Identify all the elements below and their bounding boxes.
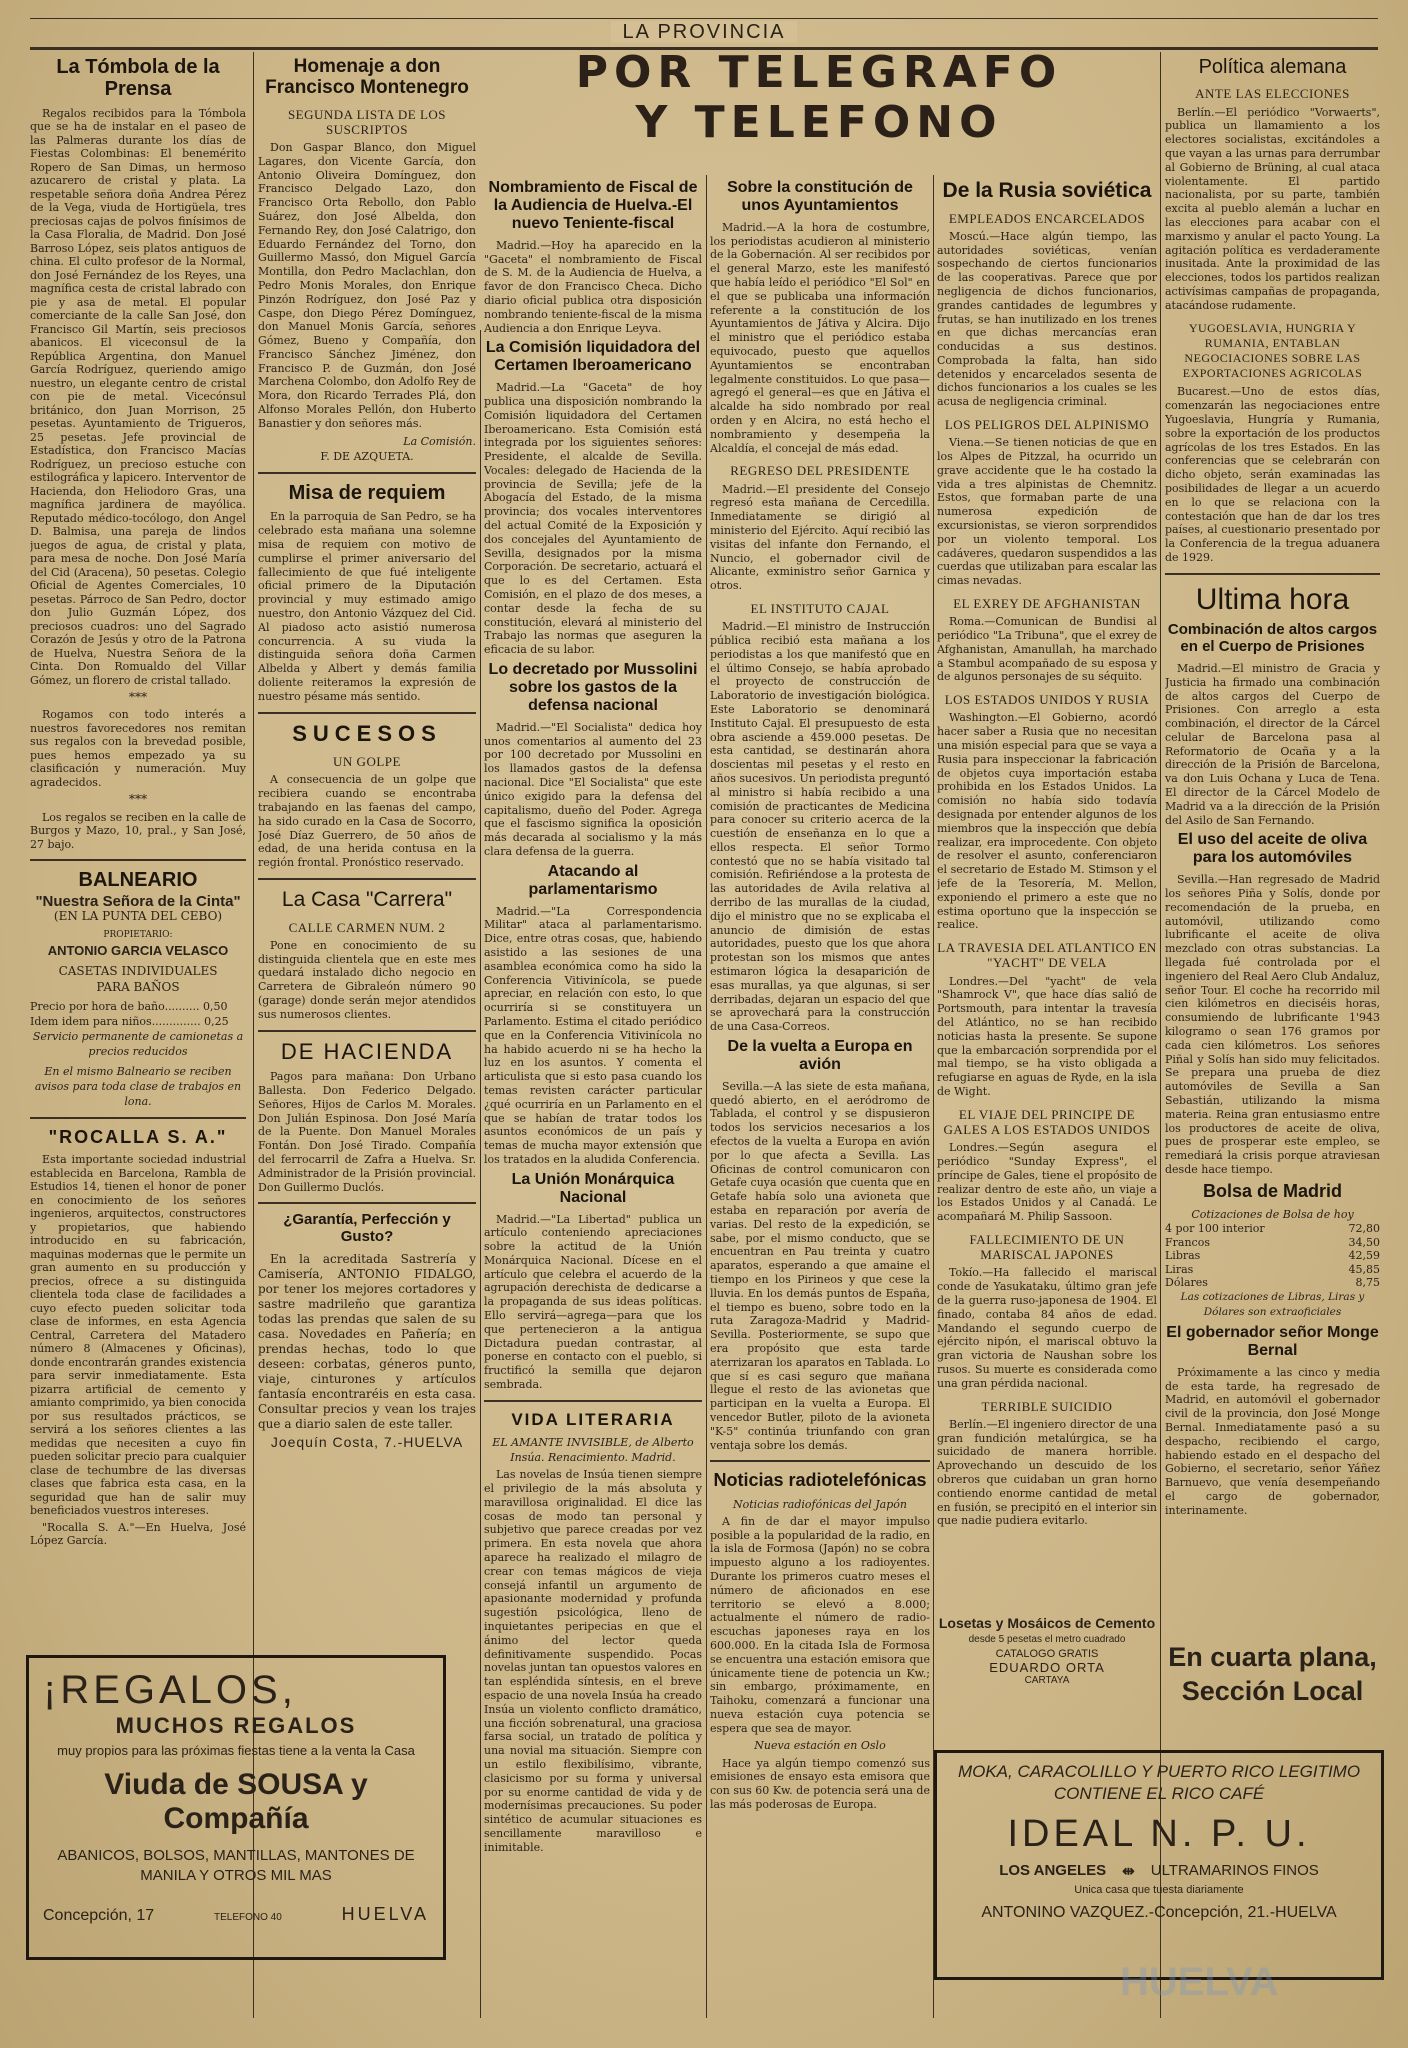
cafe-dealer: LOS ANGELES	[999, 1862, 1107, 1879]
banner-title	[478, 48, 1160, 148]
rusia-title: De la Rusia soviética	[942, 179, 1152, 202]
mussolini-title: Lo decretado por Mussolini sobre los gastos de la defensa nacional	[488, 661, 698, 714]
eeuu-sub: LOS ESTADOS UNIDOS Y RUSIA	[944, 692, 1150, 708]
politica-title: Política alemana	[1198, 56, 1347, 78]
garantia-text: En la acreditada Sastrería y Camisería, ANTONIO FIDALGO, por tener los mejores cortadores y sastre madrileño que garantiza todas las prendas que salen de su casa. Novedades en Pañería; en prendas hechas, todo lo que deseen: corbatas, géneros punto, viaje, cinturones y artículos fantasía encontraréis en esta casa. Consultar precios y vean los trajes que a diario salen de este taller.	[258, 1251, 476, 1431]
divider	[258, 1202, 476, 1204]
aceite-title: El uso del aceite de oliva para los automóviles	[1177, 831, 1368, 867]
afganistan-sub: EL EXREY DE AFGHANISTAN	[953, 596, 1141, 612]
ayunt-text: Madrid.—A la hora de costumbre, los periodistas acudieron al ministerio de la Gobernación. Al ser recibidos por el general Marzo, este les manifestó que había leído el periódico "El Sol" en el que se publicaba una información referente a la constitución de los Ayuntamientos de Játiva y Alcira. Dijo el ministro que el periódico estaba equivocado, puesto que aquellos Ayuntamientos se encontraban legalmente constituidos. Lo que pasa—agregó el general—es que en Játiva el alcalde ha sido nombrado por real orden y en Alcira, no está hecho el nombramiento y desempeña la Alcaldía, el concejal de más edad.	[710, 220, 930, 455]
bolsa-row	[1165, 1263, 1380, 1277]
column-4	[710, 175, 930, 2028]
divider	[258, 1030, 476, 1032]
homenaje-text: Don Gaspar Blanco, don Miguel Lagares, don Vicente García, don Antonio Oliveira Domínguez, don Francisco Delgado Lazo, don Francisco Orta Rebollo, don Pablo Suárez, don José Albelda, don Fernando Rey, don José Calatrigo, don Eduardo Fernández del Torno, don Guillermo Massó, don Miguel García Montilla, don Pedro Maclachlan, don Pedro Monis Morales, don Enrique Pinzón Rodríguez, don José Paz y Caspe, don Diego Pérez Domínguez, don Manuel Monis García, señores Gómez, Bueno y Compañía, don Francisco Sánchez Jiménez, don Francisco P. de Guzmán, don José Marchena Colombo, don Adolfo Rey de Mora, don Ricardo Terrades Plá, don Alfonso Morales Pellón, don Huberto Banastier y don señores más.	[258, 140, 476, 430]
losetas-cat: CATALOGO GRATIS	[995, 1648, 1099, 1660]
vida-text: Las novelas de Insúa tienen siempre el privilegio de la más absoluta y maravillosa originalidad. El dice las cosas de modo tan personal y subjetivo que parece creadas por vez primera. En esta novela que ahora aparece ha realizado el milagro de crear con temas mágicos de vieja consejá infantil un argumento de apasionante modernidad y profunda sugestión psicológica, lleno de inquietantes peripecias en que el ánimo del lector queda definitivamente suspendido. Pocas novelas juntan tan opuestos valores en tan espléndida síntesis, en el breve espacio de una novela Insúa ha creado Insúa un violento conflicto dramático, una ficción sobrenatural, una graciosa farsa social, un tratado de política y una novial ma situación. Siempre con un estilo flexibilísimo, vibrante, clasicismo por su forma y universal por su enorme cantidad de vida y de modernísimas precauciones. Su poder sintético de acumular situaciones es sencillamente maravilloso e inimitable.	[484, 1468, 702, 1854]
suicidio-text: Berlín.—El ingeniero director de una gran fundición metalúrgica, se ha suicidado de manera horrible. Aprovechando un descuido de los obreros que cuidaban un gran horno contiendo enorme cantidad de metal en fusión, se precipitó en el interior sin que nadie pudiera evitarlo.	[937, 1417, 1157, 1528]
politica-sub: ANTE LAS ELECCIONES	[1195, 86, 1350, 102]
garantia-title: ¿Garantía, Perfección y Gusto?	[283, 1211, 451, 1246]
mariscal-sub: FALLECIMIENTO DE UN MARISCAL JAPONES	[969, 1231, 1125, 1263]
eeuu-text: Washington.—El Gobierno, acordó hacer saber a Rusia que no necesitan una misión especial para que se vaya a Rusia para inspeccionar la fabricación de objetos cuya importación estaba prohibida en los Estados Unidos. La comisión no había sido todavía designada por entender algunos de los miembros que la inspección que debía realizar, era improcedente. Con objeto de resolver el asunto, conferenciaron el secretario de Estado M. Stimson y el jefe de la Tesorería, M. Mellon, exponiendo el primero a este que no estima oportuno que la inspección se realice.	[937, 711, 1157, 932]
sucesos-text: A consecuencia de un golpe que recibiera cuando se encontraba trabajando en las faenas del campo, ha sido curado en la Casa de Socorro, José Díaz Guerrero, de 50 años de edad, de una herida contusa en la región frontal. Pronóstico reservado.	[258, 773, 476, 870]
regalos-items: ABANICOS, BOLSOS, MANTILLAS, MANTONES DE MANILA Y OTROS MIL MAS	[57, 1847, 415, 1884]
tombola-stars-2: ***	[128, 792, 148, 807]
radio-text: A fin de dar el mayor impulso posible a la popularidad de la radio, en la isla de Formosa (Japón) no se cobra impuesto alguno a los radioyentes. Durante los primeros cuatro meses el número de aficionados en ese territorio se elevó a 8.000; actualmente el número de radio-escuchas japoneses raya en los 600.000. En la citada Isla de Formosa se encuentra una estación emisora que únicamente tiene de potencia un Kw.; sin embargo, próximamente, en Taihoku, comenzará a funcionar una nueva estación cuya potencia se espera que sea de mayor.	[710, 1514, 930, 1735]
losetas-sub: desde 5 pesetas el metro cuadrado	[968, 1634, 1126, 1645]
bolsa-row-name: 4 por 100 interior	[1165, 1222, 1265, 1236]
banner-line-2: Y TELEFONO	[635, 97, 1003, 148]
yate-text: Londres.—Del "yacht" de vela "Shamrock V", que hace días salió de Portsmouth, para intentar la travesía del Atlántico, no se han recibido noticias hasta la presente. Se supone que la embarcación sorprendida por el mal tiempo, se ha visto obligada a refugiarse en aguas de Ryde, en la isla de Wight.	[937, 974, 1157, 1098]
cajal-text: Madrid.—El ministro de Instrucción pública recibió esta mañana a los periodistas a los que manifestó que en el último Consejo, se había aprobado el proyecto de construcción de Laboratorio de investigación biológica. Este Laboratorio se denominará Instituto Cajal. El presupuesto de esta obra asciende a 459.000 pesetas. De esta cantidad, se destinarán ahora doscientas mil pesetas y el resto en años sucesivos. Un periodista preguntó al ministro si había recibido a una comisión de practicantes de Medicina para conocer su criterio acerca de la cuestión de enseñanza en lo que a ellos respecta. El señor Tormo contestó que no se había visitado tal comisión. Refiriéndose a la protesta de las autoridades de Avila relativa al derribo de las murallas de la ciudad, dijo el ministro que no se explicaba el anuncio de dimisión de estas autoridades, puesto que los que ahora protestan son los mismos que antes estimaron lógica la desaparición de esas murallas, ya que algunas, si ser derribadas, dejaran un espacio del que se aprovechará para la construcción de una Casa-Correos.	[710, 620, 930, 1034]
vida-sub: EL AMANTE INVISIBLE, de Alberto Insúa. Renacimiento. Madrid.	[492, 1435, 694, 1465]
union-title: La Unión Monárquica Nacional	[511, 1170, 675, 1206]
misa-title: Misa de requiem	[288, 482, 446, 505]
ultima-title: Ultima hora	[1195, 582, 1350, 616]
comb-text: Madrid.—El ministro de Gracia y Justicia ha firmado una combinación de altos cargos del Cuerpo de Prisiones. Con arreglo a esta combinación, el director de la Cárcel celular de Barcelona pasa al Reformatorio de Ocaña y a la dirección de la Prisión de Barcelona, va don Luis Ochana y Luca de Tena. El director de la Cárcel Modelo de Madrid va a la dirección de la Prisión del Asilo de San Fernando.	[1165, 661, 1380, 827]
comision-title: La Comisión liquidadora del Certamen Iberoamericano	[485, 339, 701, 375]
misa-text: En la parroquia de San Pedro, se ha celebrado esta mañana una solemne misa de requiem con motivo de cumplirse el primer aniversario del fallecimiento de que fué inteligente oficial primero de la Diputación provincial y muy estimado amigo nuestro, don Antonio Vázquez del Cid. Al piadoso acto asistió numerosa concurrencia. A su viuda la distinguida señora doña Carmen Albelda y Albert y demás familia doliente reiteramos la expresión de nuestro pésame más sentido.	[258, 510, 476, 703]
comision-text: Madrid.—La "Gaceta" de hoy publica una disposición nombrando la Comisión liquidadora del Certamen Iberoamericano. Esta Comisión está integrada por los siguientes señores: Presidente, el alcalde de Sevilla. Vocales: delegado de Hacienda de la provincia de Sevilla; jefe de la Abogacía del Estado, de la misma provincia; dos vocales interventores del actual Comité de la Exposición y dos concejales del Ayuntamiento de Sevilla, designados por la misma Corporación. De secretario, actuará el que lo es del Certamen. Esta Comisión, en el plazo de dos meses, a contar desde la fecha de su constitución, elevará al ministerio del Trabajo las normas que aseguren la eficacia de su labor.	[484, 381, 702, 657]
banner-line-1: POR TELEGRAFO	[575, 47, 1063, 98]
sucesos-title: SUCESOS	[292, 720, 442, 746]
regreso-text: Madrid.—El presidente del Consejo regresó esta mañana de Cercedilla. Inmediatamente se dirigió al ministerio del Ejército. Aquí recibió las visitas del infante don Fernando, el Nuncio, el gobernador civil de Alicante, exministro señor Garnica y otros.	[710, 482, 930, 593]
bolsa-row-value: 8,75	[1355, 1276, 1380, 1290]
losetas-ad	[937, 1615, 1157, 1686]
carrera-sub: CALLE CARMEN NUM. 2	[288, 919, 446, 935]
balneario-place: (EN LA PUNTA DEL CEBO)	[53, 908, 223, 923]
europa-title: De la vuelta a Europa en avión	[727, 1038, 913, 1073]
column-rule	[706, 175, 707, 2018]
balneario-note: En el mismo Balneario se reciben avisos para toda clase de trabajos en lona.	[34, 1064, 242, 1109]
bolsa-row-name: Francos	[1165, 1235, 1210, 1249]
divider	[30, 1117, 246, 1119]
cafe-name: IDEAL N. P. U.	[1007, 1813, 1311, 1855]
union-text: Madrid.—"La Libertad" publica un artículo conteniendo apreciaciones sobre la actitud de la Unión Monárquica Nacional. Dícese en el artículo que celebra el acuerdo de la agrupación derechista de dedicarse a la propaganda de sus ideas políticas. Ello servirá—agrega—para que los que pertenecieron a la antigua Dictadura puedan contrastar, al ponerse en contacto con el pueblo, si fructificó la semilla que dejaron sembrada.	[484, 1212, 702, 1392]
column-5	[937, 175, 1157, 1708]
bolsa-row-name: Libras	[1165, 1249, 1201, 1263]
gob-text: Próximamente a las cinco y media de esta tarde, ha regresado de Madrid, en automóvil el gobernador civil de la provincia, don José Monge Bernal. Inmediatamente pasó a su despacho, recibiendo el cargo, habiendo estado en el despacho del Gobierno, el secretario, señor Yáñez Barnuevo, que venía desempeñando el cargo de gobernador, interinamente.	[1165, 1365, 1380, 1517]
losetas-name: EDUARDO ORTA	[989, 1660, 1105, 1675]
comb-title: Combinación de altos cargos en el Cuerpo de Prisiones	[1167, 621, 1378, 656]
gob-title: El gobernador señor Monge Bernal	[1166, 1324, 1379, 1359]
rocalla-title: "ROCALLA S. A."	[48, 1127, 228, 1148]
regalos-sub: MUCHOS REGALOS	[115, 1713, 357, 1738]
hacienda-title: DE HACIENDA	[280, 1038, 454, 1064]
tombola-text: Regalos recibidos para la Tómbola que se ha de instalar en el paseo de las Palmeras durante los días de Fiestas Colombinas: El benemérito Ropero de San Dimas, un hermoso azucarero de cristal y plata. La respetable señora doña Andrea Pérez de la Vega, viuda de Hortigüela, tres preciosas cajas de polvos finísimos de la Casa Floralia, de Madrid. Don José Barroso López, seis platos antiguos de china. El culto profesor de la Normal, don José Fernández de los Reyes, una magnífica cesta de cristal labrado con pie y asa de metal. El popular comerciante de la calle San José, don Francisco Gil Martín, seis preciosos abanicos. El viceconsul de la República Argentina, don Manuel García Rodríguez, queriendo amigo nuestro, un elegante centro de cristal con pie de metal. Vicecónsul británico, don Juan Morrison, 25 pesetas. Ayuntamiento de Trigueros, 25 pesetas. Jefe provincial de Estadística, don Francisco Macías Rodríguez, un precioso estuche con estilográfica y lapicero. Interventor de Hacienda, don Heliodoro Gras, una magnífica jardinera de mayólica. Reputado médico-tocólogo, don Angel D. Balmisa, una pareja de lindos juegos de agua, de cristal y plata, para mesa de noche. Don José María del Cid (Aracena), 50 pesetas. Colegio Oficial de Agentes Comerciales, 10 pesetas. Párroco de San Pedro, doctor don Julio Guzmán López, dos preciosos cuadros: uno del Sagrado Corazón de Jesús y otro de la Patrona de Huelva, Nuestra Señora de la Cinta. Don Romualdo del Villar Gómez, un florero de cristal tallado.	[30, 106, 246, 687]
arrow-icon: ⇹	[1122, 1863, 1135, 1880]
balneario-price-1: Precio por hora de baño.......... 0,50	[30, 999, 228, 1013]
bolsa-row-name: Dólares	[1165, 1276, 1208, 1290]
garantia-addr: Joequín Costa, 7.-HUELVA	[270, 1433, 464, 1450]
rusia-sub: EMPLEADOS ENCARCELADOS	[948, 210, 1146, 226]
bolsa-row-value: 72,80	[1348, 1222, 1380, 1236]
cafe-ultra: ULTRAMARINOS FINOS	[1150, 1862, 1319, 1879]
regalos-tel: TELEFONO 40	[214, 1912, 282, 1923]
column-6	[1165, 52, 1380, 1718]
divider	[1165, 573, 1380, 575]
cafe-owner: ANTONINO VAZQUEZ.-Concepción, 21.-HUELVA	[981, 1904, 1337, 1921]
yate-sub: LA TRAVESIA DEL ATLANTICO EN "YACHT" DE VELA	[937, 940, 1157, 971]
bolsa-row	[1165, 1276, 1380, 1290]
bolsa-title: Bolsa de Madrid	[1202, 1180, 1343, 1201]
bolsa-note: Las cotizaciones de Libras, Liras y Dólares son extraoficiales	[1180, 1290, 1365, 1318]
homenaje-sign-2: F. DE AZQUETA.	[320, 449, 414, 463]
regalos-line: muy propios para las próximas fiestas tiene a la venta la Casa	[57, 1743, 415, 1758]
regalos-ad	[26, 1655, 446, 1960]
mussolini-text: Madrid.—"El Socialista" dedica hoy unos comentarios al aumento del 23 por 100 decretado por Mussolini en los llamados gastos de la defensa nacional. Dice "El Socialista" que este único exigido para la defensa del capitalismo, dueño del Poder. Agrega que el fascismo significa la oposición más decarada al socialismo y la más clara defensa de la guerra.	[484, 720, 702, 858]
column-rule	[1160, 52, 1161, 2018]
column-2	[258, 52, 476, 1708]
radio-title: Noticias radiotelefónicas	[713, 1470, 927, 1491]
europa-text: Sevilla.—A las siete de esta mañana, quedó abierto, en el aeródromo de Tablada, el control y se dispusieron todos los servicios necesarios a los efectos de la vuelta a Europa en avión por lo que afecta a Sevilla. Las Oficinas de control comunicaron con Getafe cuya ocasión que cuenta que en Getafe había solo una avioneta que estaba en reparación por avería de varias. Del resto de la expedición, se sabe, por el mismo conducto, que se encuentran en Pau treinta y cuatro aparatos, esperando a que amaine el tiempo en los Pirineos y que cese la lluvia. En los demás puntos de España, el tiempo es bueno, sobre todo en la ruta Zaragoza-Madrid y Madrid-Sevilla. Posteriormente, se supo que era propósito que esta tarde aterrizaran los aparatos en Tablada. Lo que sí es casi seguro que mañana llegue el resto de las avionetas que participan en la vuelta a Europa. El vencedor Butler, piloto de la avioneta "K-5" continúa triunfando con gran ventaja sobre los demás.	[710, 1079, 930, 1452]
tombola-reciben: Los regalos se reciben en la calle de Burgos y Mazo, 10, pral., y San José, 27 bajo.	[30, 810, 246, 851]
balneario-name: "Nuestra Señora de la Cinta"	[35, 892, 241, 910]
rusia-text: Moscú.—Hace algún tiempo, las autoridades soviéticas, venían sospechando de ciertos funcionarios de las cooperativas. Parece que por negligencia de dichos funcionarios, grandes cantidades de legumbres y frutas, se han inutilizado en los trenes en que dichas mercancías eran conducidas a sus destinos. Comprobada la falta, han sido detenidos y encarcelados sesenta de dichos funcionarios a los cuales se les acusa de negligencia criminal.	[937, 229, 1157, 409]
column-rule	[480, 330, 481, 2018]
parlamentarismo-title: Atacando al parlamentarismo	[528, 862, 658, 898]
column-3	[484, 175, 702, 2028]
balneario-title: BALNEARIO	[78, 869, 198, 892]
archive-stamp: HUELVA	[1120, 1960, 1279, 2004]
divider	[710, 1460, 930, 1462]
rocalla-text: Esta importante sociedad industrial establecida en Barcelona, Rambla de Estudios 14, tienen el honor de poner en conocimiento de los señores ingenieros, arquitectos, constructores y propietarios, que habiendo introducido en su fabricación, maquinas modernas que le permite un gran aumento en su producción y precios, ofrece a su distinguida clientela toda clase de facilidades a cuyo efecto pueden solicitar toda clase de informes, en esta Agencia Central, Carretera del Matadero número 8 (Almacenes y Oficinas), donde encontrarán grandes existencia para servir inmediatamente. Esta pizarra artificial de cemento y amianto comprimido, ya bien conocida por sus resultados prácticos, se servirá a los señores clientes a las medidas que necesiten a cuyo fin pueden solicitar precio para cualquier clase de techumbre de las diversas clases que fabrica esta casa, en la seguridad que han de salir muy beneficiados vuestros intereses.	[30, 1153, 246, 1518]
divider	[30, 859, 246, 861]
cafe-unique: Unica casa que tuesta diariamente	[1074, 1884, 1244, 1896]
cafe-ad	[934, 1750, 1384, 1980]
radio-sub-2: Nueva estación en Oslo	[754, 1739, 886, 1753]
aceite-text: Sevilla.—Han regresado de Madrid los señores Piña y Solís, donde por recomendación de la prueba, en automóvil, utilizando como lubrificante el aceite de oliva mezclado con otras substancias. La llegada fué controlada por el ingeniero del Real Aero Club Andaluz, señor Tour. El coche ha recorrido mil cien kilómetros en dieciséis horas, consumiendo de lubrificante 1'943 kilogramo o sean 176 gramos por cada cien kilómetros. Los señores Piñal y Solís han sido muy felicitados. Se prepara una prueba de diez automóviles de Sevilla a San Sebastián, utilizando la misma materia. Reina gran entusiasmo entre los productores de aceite de oliva, pues de prosperar este empleo, se remediará la crisis porque atraviesan desde hace tiempo.	[1165, 873, 1380, 1177]
column-rule	[933, 175, 934, 2018]
tombola-title: La Tómbola de la Prensa	[56, 56, 220, 101]
cuarta-plana: En cuarta plana, Sección Local	[1168, 1642, 1377, 1706]
column-1	[30, 52, 246, 1718]
gales-sub: EL VIAJE DEL PRINCIPE DE GALES A LOS ESTADOS UNIDOS	[943, 1106, 1151, 1137]
balneario-prop-label: PROPIETARIO:	[103, 929, 173, 940]
tombola-rogamos: Rogamos con todo interés a nuestros favorecedores nos remitan sus regalos con la brevedad posible, pues hemos empezado ya su clasificación y numeración. Muy agradecidos.	[30, 708, 246, 789]
yugo-text: Bucarest.—Uno de estos días, comenzarán las negociaciones entre Yugoeslavia, Hungría y Rumania, sobre la exportación de los productos agrícolas de los tres Estados. En las conferencias que se celebrarán con dicho objeto, serán examinadas las posibilidades de llegar a un acuerdo en lo que se relaciona con la contestación que han de dar los tres países, al cuestionario presentado por la Conferencia de la tregua aduanera de 1929.	[1165, 385, 1380, 564]
bolsa-row	[1165, 1222, 1380, 1236]
balneario-price-2: Idem idem para niños.............. 0,25	[30, 1015, 229, 1028]
afganistan-text: Roma.—Comunican de Bundisi al periódico "La Tribuna", que el exrey de Afghanistan, Amanullah, ha marchado a Stambul acompañado de su esposa y de algunos personajes de su séquito.	[937, 615, 1157, 684]
sucesos-sub: UN GOLPE	[333, 754, 401, 770]
masthead-title: LA PROVINCIA	[611, 21, 798, 43]
divider	[258, 712, 476, 714]
politica-text: Berlín.—El periódico "Vorwaerts", publica un llamamiento a los electores socialistas, excitándoles a que vayan a las urnas para derrumbar al Gobierno de Brüning, al cual ataca violentamente. El partido nacionalista, por su parte, también excita al pueblo alemán a luchar en las elecciones para acabar con el marxismo y anular el pacto Young. La agitación política es verdaderamente inusitada. Ante la proximidad de las elecciones, todos los partidos realizan activísimas campañas de propaganda, atacándose rudamente.	[1165, 105, 1380, 312]
balneario-owner: ANTONIO GARCIA VELASCO	[47, 943, 229, 959]
bolsa-row	[1165, 1249, 1380, 1263]
bolsa-row-value: 34,50	[1348, 1235, 1380, 1249]
regalos-city: HUELVA	[341, 1904, 429, 1924]
yugo-title: YUGOESLAVIA, HUNGRIA Y RUMANIA, ENTABLAN NEGOCIACIONES SOBRE LAS EXPORTACIONES AGRICOLAS	[1182, 320, 1363, 381]
regreso-sub: REGRESO DEL PRESIDENTE	[730, 463, 910, 479]
rocalla-sign: "Rocalla S. A."—En Huelva, José López García.	[30, 1520, 246, 1548]
gales-text: Londres.—Según asegura el periódico "Sunday Express", el príncipe de Gales, tiene el propósito de realizar dentro de este año, un viaje a los Estados Unidos y al Canadá. Le acompañará M. Philip Sassoon.	[937, 1141, 1157, 1224]
cajal-sub: EL INSTITUTO CAJAL	[750, 600, 890, 616]
carrera-title: La Casa "Carrera"	[281, 888, 453, 912]
bolsa-table	[1165, 1222, 1380, 1290]
balneario-banos: PARA BAÑOS	[96, 979, 180, 994]
cafe-line: MOKA, CARACOLILLO Y PUERTO RICO LEGITIMO CONTIENE EL RICO CAFÉ	[957, 1762, 1361, 1803]
bolsa-row-name: Liras	[1165, 1262, 1194, 1276]
carrera-text: Pone en conocimiento de su distinguida clientela que en este mes quedará instalado dicho negocio en Carretera de Gibraleón número 90 (garage) donde serán mejor atendidos sus numerosos clientes.	[258, 938, 476, 1021]
homenaje-sign-1: La Comisión.	[403, 434, 476, 448]
hacienda-text: Pagos para mañana: Don Urbano Ballesta. Don Federico Delgado. Señores, Hijos de Carlos M. Morales. Don Julián Espinosa. Don José María de la Puente. Don Manuel Morales Fontán. Don José Tirado. Compañía del ferrocarril de Zafra a Huelva. Sr. Administrador de la Prisión provincial. Don Guillermo Duclós.	[258, 1070, 476, 1194]
divider	[484, 1400, 702, 1402]
losetas-title: Losetas y Mosáicos de Cemento	[938, 1615, 1156, 1631]
losetas-addr: CARTAYA	[1024, 1675, 1070, 1686]
radio-sub: Noticias radiofónicas del Japón	[732, 1497, 907, 1511]
regalos-title: ¡REGALOS,	[43, 1668, 297, 1712]
masthead	[30, 18, 1378, 50]
balneario-casetas: CASETAS INDIVIDUALES	[58, 964, 218, 979]
regalos-addr: Concepción, 17	[43, 1907, 155, 1924]
homenaje-title: Homenaje a don Francisco Montenegro	[265, 56, 469, 99]
alpinismo-sub: LOS PELIGROS DEL ALPINISMO	[944, 417, 1150, 433]
radio-text-2: Hace ya algún tiempo comenzó sus emisiones de ensayo esta emisora que con sus 60 Kw. de potencia será una de las más poderosas de Europa.	[710, 1756, 930, 1812]
balneario-service: Servicio permanente de camionetas a precios reducidos	[32, 1030, 244, 1059]
parlamentarismo-text: Madrid.—"La Correspondencia Militar" ataca al parlamentarismo. Dice, entre otras cosas, que, habiendo asistido a las sesiones de una asamblea económica como ha sido la Conferencia Vitivinícola, se puede apreciar, en relación con esto, lo que ocurriría si se constituyera un Parlamento. Estima el citado periódico que en la Conferencia Vitivinícola no ha habido acuerdo ni se ha hecho la luz en los asuntos. Y comenta el articulista que si esto pasa cuando los temas revisten carácter particular ¿qué ocurriría en un Parlamento en el que se habían de tratar todos los asuntos económicos de un país y temas de mucha mayor extensión que los tratados en la aludida Conferencia.	[484, 904, 702, 1166]
homenaje-sub: SEGUNDA LISTA DE LOS SUSCRIPTOS	[287, 106, 447, 137]
suicidio-sub: TERRIBLE SUICIDIO	[981, 1398, 1113, 1414]
ayunt-title: Sobre la constitución de unos Ayuntamientos	[727, 179, 913, 214]
fiscal-text: Madrid.—Hoy ha aparecido en la "Gaceta" el nombramiento de Fiscal de S. M. de la Audiencia de Huelva, a favor de don Francisco Checa. Dicho diario oficial publica otra disposición nombrando teniente-fiscal de la misma Audiencia a don Enrique Leyva.	[484, 238, 702, 335]
divider	[258, 472, 476, 474]
bolsa-row	[1165, 1236, 1380, 1250]
bolsa-row-value: 42,59	[1348, 1249, 1380, 1263]
bolsa-row-value: 45,85	[1348, 1262, 1380, 1276]
mariscal-text: Tokío.—Ha fallecido el mariscal conde de Yasukataku, último gran jefe de la guerra ruso-japonesa de 1904. El finado, contaba 84 años de edad. Mandando el segundo cuerpo de ejército nipón, el mariscal obtuvo la gran victoria de Naushan sobre los rusos. Su muerte es considerada como una gran pérdida nacional.	[937, 1266, 1157, 1390]
divider	[258, 878, 476, 880]
tombola-stars: ***	[128, 690, 148, 705]
bolsa-sub: Cotizaciones de Bolsa de hoy	[1191, 1207, 1354, 1221]
regalos-name: Viuda de SOUSA y Compañía	[104, 1768, 368, 1835]
fiscal-title: Nombramiento de Fiscal de la Audiencia de Huelva.-El nuevo Teniente-fiscal	[488, 179, 698, 232]
vida-title: VIDA LITERARIA	[511, 1409, 675, 1429]
alpinismo-text: Viena.—Se tienen noticias de que en los Alpes de Pitzzal, ha ocurrido un grave accidente que le ha costado la vida a tres alpinistas de Chemnitz. Estos, que formaban parte de una numerosa expedición de excursionistas, se vieron sorprendidos por un violento temporal. Los cadáveres, quedaron suspendidos a las cuerdas que utilizaban para escalar las cimas nevadas.	[937, 436, 1157, 588]
